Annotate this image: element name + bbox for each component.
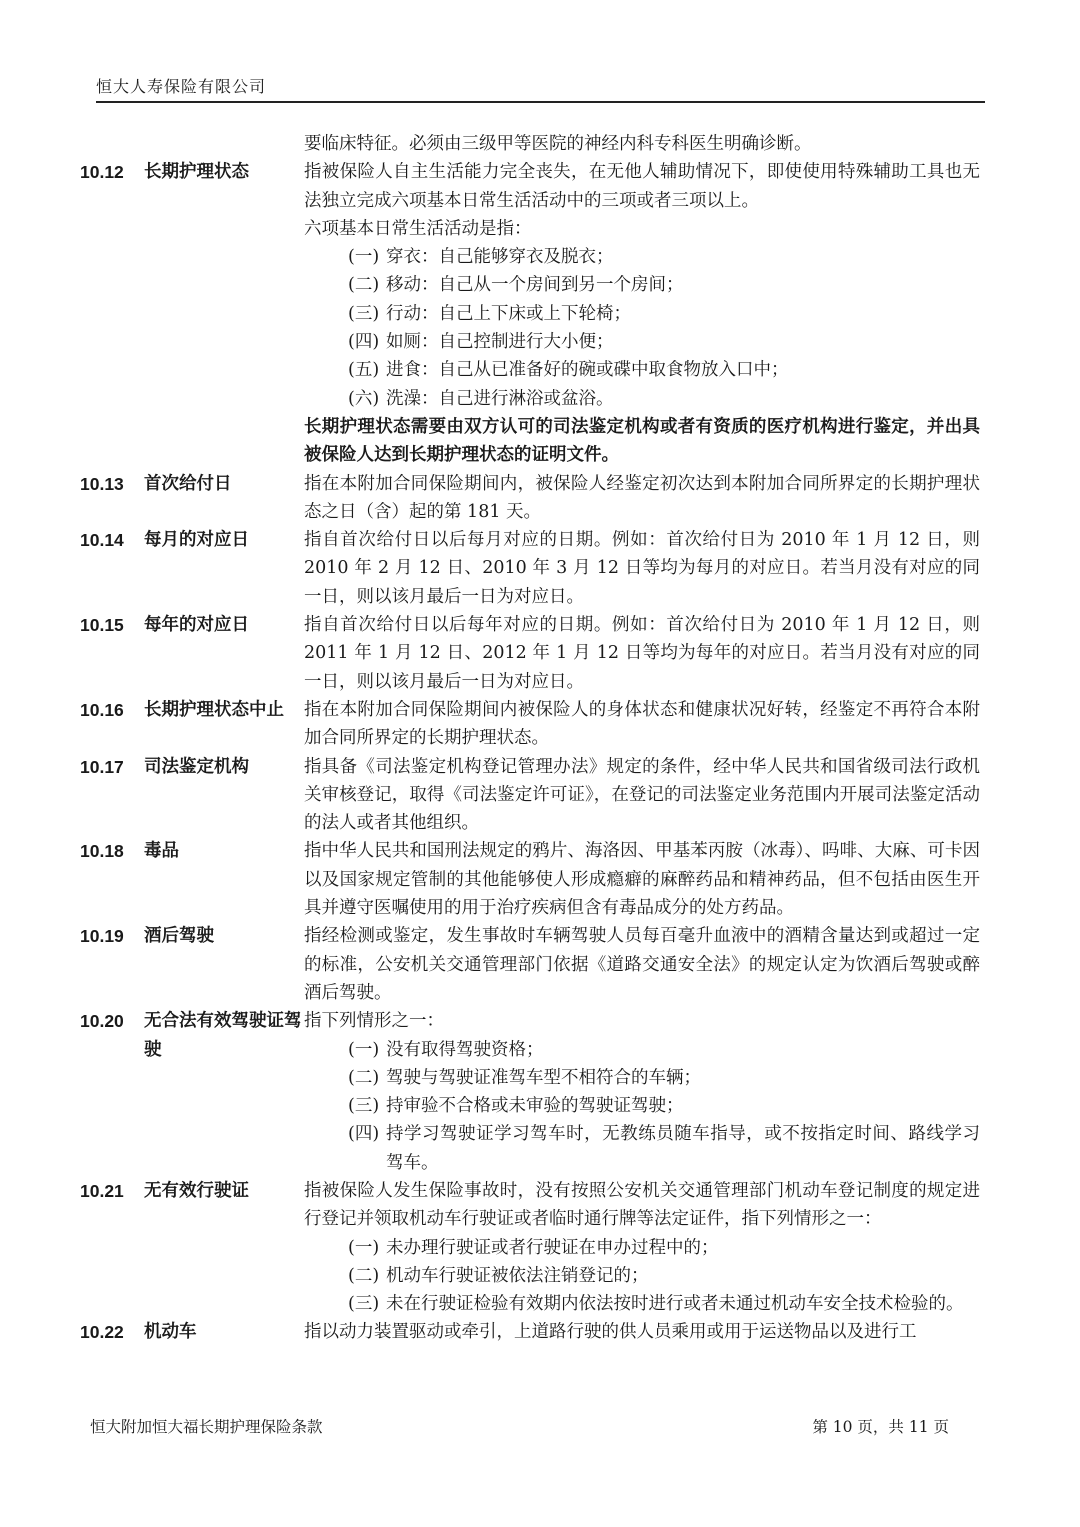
sub-item-marker: (二) <box>348 275 380 296</box>
sub-item-marker: (四) <box>348 1124 380 1145</box>
clause-term: 长期护理状态 <box>144 162 249 183</box>
page-header: 恒大人寿保险有限公司 <box>96 72 985 103</box>
continued-paragraph: 要临床特征。必须由三级甲等医院的神经内科专科医生明确诊断。 <box>304 134 812 154</box>
definition-text: 指自首次给付日以后每月对应的日期。例如：首次给付日为 2010 年 1 月 12 日，则 2010 年 2 月 12 日、2010 年 3 月 12 日等均为每月的对应日。若当月没有对应的同一日，则以该月最后一日为对应日。 <box>304 530 980 607</box>
sub-item-marker: (二) <box>348 1067 380 1088</box>
clause-number: 10.13 <box>80 473 124 494</box>
sub-item-marker: (一) <box>348 1237 380 1258</box>
sub-item-marker: (一) <box>348 247 380 268</box>
clause-number: 10.16 <box>80 699 124 720</box>
clause-number: 10.18 <box>80 841 124 862</box>
definition-text: 指中华人民共和国刑法规定的鸦片、海洛因、甲基苯丙胺（冰毒）、吗啡、大麻、可卡因以及国家规定管制的其他能够使人形成瘾癖的麻醉药品和精神药品，但不包括由医生开具并遵守医嘱使用的用于治疗疾病但含有毒品成分的处方药品。 <box>304 841 980 919</box>
clause-definition <box>304 696 980 753</box>
sub-item <box>348 1120 980 1177</box>
sub-item-marker: (一) <box>348 1039 380 1060</box>
clause-term: 长期护理状态中止 <box>144 699 284 720</box>
clause-definition <box>304 1007 980 1177</box>
clause-number: 10.17 <box>80 756 124 777</box>
clause-definition <box>304 837 980 922</box>
definition-entry <box>80 696 980 753</box>
clause-definition <box>304 526 980 611</box>
sub-item-marker: (二) <box>348 1265 380 1286</box>
sub-item <box>348 356 980 384</box>
sub-item <box>348 271 980 299</box>
definition-text: 指下列情形之一： <box>304 1011 444 1032</box>
sub-item <box>348 1092 980 1120</box>
definition-note: 长期护理状态需要由双方认可的司法鉴定机构或者有资质的医疗机构进行鉴定，并出具被保险人达到长期护理状态的证明文件。 <box>304 416 980 466</box>
clause-definition <box>304 611 980 696</box>
sub-item <box>348 1290 980 1318</box>
definition-text: 指具备《司法鉴定机构登记管理办法》规定的条件，经中华人民共和国省级司法行政机关审核登记，取得《司法鉴定许可证》，在登记的司法鉴定业务范围内开展司法鉴定活动的法人或者其他组织。 <box>304 756 980 834</box>
clause-number: 10.21 <box>80 1180 124 1201</box>
clause-definition <box>304 1177 980 1318</box>
sub-item-marker: (四) <box>348 332 380 353</box>
definition-entry <box>80 837 980 922</box>
sub-item <box>348 328 980 356</box>
definition-entry <box>80 753 980 838</box>
sub-item <box>348 300 980 328</box>
sub-item-text: 移动：自己从一个房间到另一个房间； <box>386 275 684 296</box>
definition-text: 指经检测或鉴定，发生事故时车辆驾驶人员每百毫升血液中的酒精含量达到或超过一定的标准，公安机关交通管理部门依据《道路交通安全法》的规定认定为饮酒后驾驶或醉酒后驾驶。 <box>304 926 980 1003</box>
clause-number: 10.14 <box>80 530 124 551</box>
definition-entry <box>80 526 980 611</box>
clause-term: 酒后驾驶 <box>144 926 214 947</box>
definition-entry <box>80 611 980 696</box>
sub-item-text: 持学习驾驶证学习驾车时，无教练员随车指导，或不按指定时间、路线学习驾车。 <box>386 1124 980 1173</box>
sub-item-text: 驾驶与驾驶证准驾车型不相符合的车辆； <box>386 1067 701 1088</box>
clause-definition <box>304 922 980 1007</box>
sub-item-marker: (三) <box>348 1294 380 1315</box>
sub-item-text: 机动车行驶证被依法注销登记的； <box>386 1265 649 1286</box>
sub-item-list <box>304 243 980 413</box>
clause-term: 无有效行驶证 <box>144 1180 249 1201</box>
sub-item-marker: (六) <box>348 388 380 409</box>
clause-term: 毒品 <box>144 841 179 862</box>
definition-entry <box>80 1177 980 1318</box>
definition-list <box>80 158 980 1346</box>
sub-item-list <box>304 1234 980 1319</box>
clause-definition <box>304 158 980 469</box>
sub-item-marker: (三) <box>348 303 380 324</box>
sub-item-text: 穿衣：自己能够穿衣及脱衣； <box>386 247 614 268</box>
sub-item <box>348 385 980 413</box>
sub-item <box>348 1064 980 1092</box>
sub-item-text: 如厕：自己控制进行大小便； <box>386 332 614 353</box>
sub-item-list <box>304 1036 980 1177</box>
sub-item-text: 没有取得驾驶资格； <box>386 1039 544 1060</box>
definition-intro: 六项基本日常生活活动是指： <box>304 218 532 239</box>
sub-item <box>348 1262 980 1290</box>
clause-term: 每年的对应日 <box>144 615 249 636</box>
clause-term: 机动车 <box>144 1322 197 1343</box>
clause-number: 10.15 <box>80 615 124 636</box>
clause-number: 10.20 <box>80 1011 124 1032</box>
definition-entry <box>80 1318 980 1346</box>
clause-term: 首次给付日 <box>144 473 232 494</box>
definition-entry <box>80 1007 980 1177</box>
page-footer <box>90 1415 949 1439</box>
clause-content <box>80 130 980 1347</box>
clause-term: 每月的对应日 <box>144 530 249 551</box>
sub-item <box>348 1234 980 1262</box>
clause-number: 10.22 <box>80 1322 124 1343</box>
sub-item <box>348 1036 980 1064</box>
definition-text: 指被保险人自主生活能力完全丧失，在无他人辅助情况下，即使使用特殊辅助工具也无法独立完成六项基本日常生活活动中的三项或者三项以上。 <box>304 162 980 211</box>
sub-item-marker: (三) <box>348 1096 380 1117</box>
sub-item-text: 洗澡：自己进行淋浴或盆浴。 <box>386 388 614 409</box>
footer-document-title: 恒大附加恒大福长期护理保险条款 <box>90 1418 323 1436</box>
sub-item-text: 进食：自己从已准备好的碗或碟中取食物放入口中； <box>386 360 789 381</box>
clause-term: 无合法有效驾驶证驾驶 <box>144 1011 302 1060</box>
clause-term: 司法鉴定机构 <box>144 756 249 777</box>
sub-item-text: 持审验不合格或未审验的驾驶证驾驶； <box>386 1096 684 1117</box>
definition-text: 指在本附加合同保险期间内，被保险人经鉴定初次达到本附加合同所界定的长期护理状态之日（含）起的第 181 天。 <box>304 473 980 522</box>
sub-item-marker: (五) <box>348 360 380 381</box>
definition-text: 指以动力装置驱动或牵引，上道路行驶的供人员乘用或用于运送物品以及进行工 <box>304 1322 917 1343</box>
clause-definition <box>304 753 980 838</box>
definition-text: 指在本附加合同保险期间内被保险人的身体状态和健康状况好转，经鉴定不再符合本附加合同所界定的长期护理状态。 <box>304 699 980 749</box>
definition-text: 指被保险人发生保险事故时，没有按照公安机关交通管理部门机动车登记制度的规定进行登记并领取机动车行驶证或者临时通行牌等法定证件，指下列情形之一： <box>304 1180 980 1230</box>
definition-entry <box>80 158 980 469</box>
sub-item-text: 未在行驶证检验有效期内依法按时进行或者未通过机动车安全技术检验的。 <box>386 1294 964 1315</box>
sub-item-text: 行动：自己上下床或上下轮椅； <box>386 303 631 324</box>
clause-definition <box>304 1318 980 1346</box>
sub-item-text: 未办理行驶证或者行驶证在申办过程中的； <box>386 1237 719 1258</box>
definition-text: 指自首次给付日以后每年对应的日期。例如：首次给付日为 2010 年 1 月 12 日，则 2011 年 1 月 12 日、2012 年 1 月 12 日等均为每年的对应日。若当月没有对应的同一日，则以该月最后一日为对应日。 <box>304 615 980 692</box>
clause-number: 10.19 <box>80 926 124 947</box>
clause-definition <box>304 470 980 527</box>
clause-number: 10.12 <box>80 162 124 183</box>
definition-entry <box>80 922 980 1007</box>
definition-entry <box>80 470 980 527</box>
sub-item <box>348 243 980 271</box>
footer-page-number: 第 10 页，共 11 页 <box>812 1418 949 1436</box>
